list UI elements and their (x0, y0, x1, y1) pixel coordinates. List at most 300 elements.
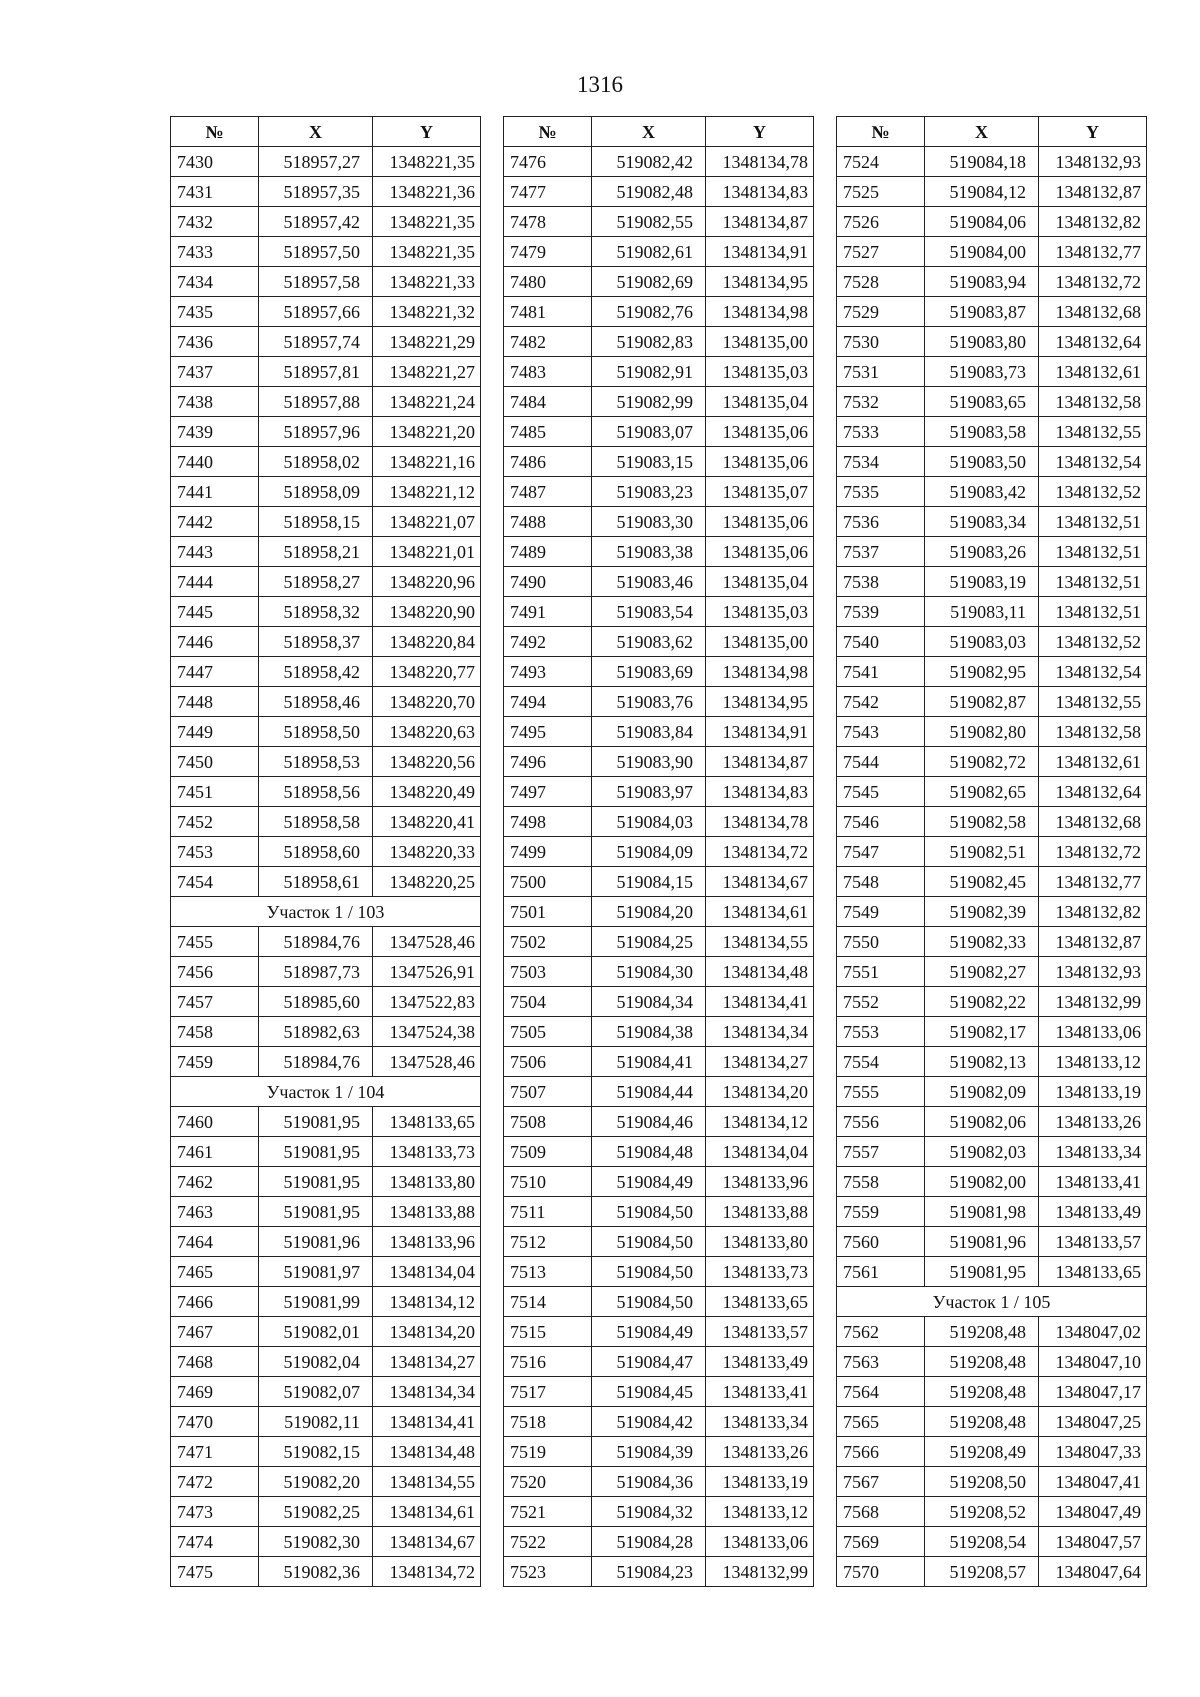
y-coordinate-cell: 1348132,87 (1039, 927, 1147, 957)
x-coordinate-cell: 518987,73 (259, 957, 373, 987)
y-coordinate-cell: 1348221,29 (373, 327, 481, 357)
table-row (504, 957, 814, 987)
point-number-cell: 7569 (837, 1527, 925, 1557)
table-row (171, 147, 481, 177)
point-number-cell: 7433 (171, 237, 259, 267)
point-number-cell: 7548 (837, 867, 925, 897)
y-coordinate-cell: 1348133,41 (706, 1377, 814, 1407)
x-coordinate-cell: 519082,87 (925, 687, 1039, 717)
x-coordinate-cell: 519082,01 (259, 1317, 373, 1347)
header-y: Y (373, 117, 481, 147)
header-x: X (259, 117, 373, 147)
x-coordinate-cell: 518957,96 (259, 417, 373, 447)
table-row (504, 357, 814, 387)
table-row (171, 357, 481, 387)
table-row (504, 1257, 814, 1287)
x-coordinate-cell: 519208,54 (925, 1527, 1039, 1557)
table-row (171, 627, 481, 657)
x-coordinate-cell: 519081,97 (259, 1257, 373, 1287)
table-row (837, 147, 1147, 177)
x-coordinate-cell: 519084,50 (592, 1227, 706, 1257)
point-number-cell: 7541 (837, 657, 925, 687)
table-row (837, 177, 1147, 207)
table-row (171, 387, 481, 417)
point-number-cell: 7486 (504, 447, 592, 477)
table-row (504, 657, 814, 687)
x-coordinate-cell: 518958,61 (259, 867, 373, 897)
table-row (837, 537, 1147, 567)
y-coordinate-cell: 1348047,41 (1039, 1467, 1147, 1497)
table-row (504, 897, 814, 927)
y-coordinate-cell: 1348220,77 (373, 657, 481, 687)
table-row (171, 1137, 481, 1167)
table-row (504, 177, 814, 207)
table-row (171, 927, 481, 957)
table-row (171, 957, 481, 987)
table-row (837, 567, 1147, 597)
x-coordinate-cell: 519083,11 (925, 597, 1039, 627)
x-coordinate-cell: 519082,95 (925, 657, 1039, 687)
point-number-cell: 7466 (171, 1287, 259, 1317)
x-coordinate-cell: 519082,00 (925, 1167, 1039, 1197)
point-number-cell: 7434 (171, 267, 259, 297)
table-row (837, 687, 1147, 717)
point-number-cell: 7479 (504, 237, 592, 267)
x-coordinate-cell: 519081,99 (259, 1287, 373, 1317)
table-row (171, 657, 481, 687)
x-coordinate-cell: 519082,04 (259, 1347, 373, 1377)
point-number-cell: 7507 (504, 1077, 592, 1107)
table-row (171, 537, 481, 567)
table-row (837, 1317, 1147, 1347)
point-number-cell: 7545 (837, 777, 925, 807)
point-number-cell: 7554 (837, 1047, 925, 1077)
table-row (171, 1467, 481, 1497)
x-coordinate-cell: 519082,03 (925, 1137, 1039, 1167)
x-coordinate-cell: 518958,60 (259, 837, 373, 867)
x-coordinate-cell: 518957,66 (259, 297, 373, 327)
y-coordinate-cell: 1348135,00 (706, 327, 814, 357)
table-row (837, 1437, 1147, 1467)
point-number-cell: 7564 (837, 1377, 925, 1407)
header-x: X (925, 117, 1039, 147)
point-number-cell: 7470 (171, 1407, 259, 1437)
point-number-cell: 7483 (504, 357, 592, 387)
table-row (504, 777, 814, 807)
x-coordinate-cell: 519084,34 (592, 987, 706, 1017)
point-number-cell: 7437 (171, 357, 259, 387)
x-coordinate-cell: 518958,09 (259, 477, 373, 507)
y-coordinate-cell: 1348134,04 (373, 1257, 481, 1287)
y-coordinate-cell: 1348132,64 (1039, 777, 1147, 807)
point-number-cell: 7519 (504, 1437, 592, 1467)
table-row (837, 1527, 1147, 1557)
table-row (837, 267, 1147, 297)
point-number-cell: 7560 (837, 1227, 925, 1257)
y-coordinate-cell: 1348134,87 (706, 747, 814, 777)
x-coordinate-cell: 519082,30 (259, 1527, 373, 1557)
point-number-cell: 7485 (504, 417, 592, 447)
table-row (837, 1467, 1147, 1497)
point-number-cell: 7568 (837, 1497, 925, 1527)
point-number-cell: 7468 (171, 1347, 259, 1377)
point-number-cell: 7495 (504, 717, 592, 747)
x-coordinate-cell: 518958,46 (259, 687, 373, 717)
x-coordinate-cell: 518985,60 (259, 987, 373, 1017)
table-row (837, 1197, 1147, 1227)
y-coordinate-cell: 1348133,57 (706, 1317, 814, 1347)
y-coordinate-cell: 1348135,06 (706, 447, 814, 477)
table-row (171, 1527, 481, 1557)
table-row (837, 807, 1147, 837)
table-row (837, 987, 1147, 1017)
y-coordinate-cell: 1348220,56 (373, 747, 481, 777)
y-coordinate-cell: 1348132,55 (1039, 417, 1147, 447)
point-number-cell: 7500 (504, 867, 592, 897)
point-number-cell: 7453 (171, 837, 259, 867)
point-number-cell: 7449 (171, 717, 259, 747)
y-coordinate-cell: 1348134,48 (373, 1437, 481, 1467)
table-row (171, 987, 481, 1017)
table-row (171, 867, 481, 897)
y-coordinate-cell: 1348135,00 (706, 627, 814, 657)
point-number-cell: 7561 (837, 1257, 925, 1287)
y-coordinate-cell: 1348134,27 (373, 1347, 481, 1377)
point-number-cell: 7481 (504, 297, 592, 327)
y-coordinate-cell: 1348133,34 (1039, 1137, 1147, 1167)
x-coordinate-cell: 518958,42 (259, 657, 373, 687)
table-row (837, 1137, 1147, 1167)
x-coordinate-cell: 519082,15 (259, 1437, 373, 1467)
table-row (504, 1527, 814, 1557)
y-coordinate-cell: 1348132,68 (1039, 297, 1147, 327)
y-coordinate-cell: 1348133,65 (1039, 1257, 1147, 1287)
table-row (504, 1197, 814, 1227)
x-coordinate-cell: 519084,28 (592, 1527, 706, 1557)
y-coordinate-cell: 1348134,83 (706, 777, 814, 807)
y-coordinate-cell: 1348134,72 (373, 1557, 481, 1587)
y-coordinate-cell: 1348221,24 (373, 387, 481, 417)
table-row (837, 1047, 1147, 1077)
table-row (504, 267, 814, 297)
x-coordinate-cell: 519208,57 (925, 1557, 1039, 1587)
point-number-cell: 7478 (504, 207, 592, 237)
x-coordinate-cell: 519208,48 (925, 1317, 1039, 1347)
point-number-cell: 7546 (837, 807, 925, 837)
table-row (504, 1317, 814, 1347)
y-coordinate-cell: 1348133,26 (1039, 1107, 1147, 1137)
point-number-cell: 7442 (171, 507, 259, 537)
table-row (504, 1407, 814, 1437)
y-coordinate-cell: 1348133,49 (706, 1347, 814, 1377)
table-row (837, 1557, 1147, 1587)
y-coordinate-cell: 1347526,91 (373, 957, 481, 987)
point-number-cell: 7542 (837, 687, 925, 717)
table-row (504, 627, 814, 657)
table-header-row (837, 117, 1147, 147)
point-number-cell: 7566 (837, 1437, 925, 1467)
x-coordinate-cell: 519083,58 (925, 417, 1039, 447)
table-row (837, 387, 1147, 417)
x-coordinate-cell: 519083,90 (592, 747, 706, 777)
table-row (504, 447, 814, 477)
table-row (504, 837, 814, 867)
table-row (171, 237, 481, 267)
table-row (504, 927, 814, 957)
y-coordinate-cell: 1348047,33 (1039, 1437, 1147, 1467)
y-coordinate-cell: 1348134,72 (706, 837, 814, 867)
x-coordinate-cell: 519083,76 (592, 687, 706, 717)
table-row (171, 297, 481, 327)
point-number-cell: 7525 (837, 177, 925, 207)
point-number-cell: 7543 (837, 717, 925, 747)
point-number-cell: 7441 (171, 477, 259, 507)
table-row (171, 1287, 481, 1317)
x-coordinate-cell: 519083,19 (925, 567, 1039, 597)
x-coordinate-cell: 518957,74 (259, 327, 373, 357)
table-row (171, 1047, 481, 1077)
y-coordinate-cell: 1348221,16 (373, 447, 481, 477)
point-number-cell: 7563 (837, 1347, 925, 1377)
y-coordinate-cell: 1348133,19 (1039, 1077, 1147, 1107)
point-number-cell: 7534 (837, 447, 925, 477)
y-coordinate-cell: 1348133,73 (706, 1257, 814, 1287)
table-row (837, 717, 1147, 747)
point-number-cell: 7521 (504, 1497, 592, 1527)
y-coordinate-cell: 1348132,99 (706, 1557, 814, 1587)
table-row (504, 1227, 814, 1257)
table-row (504, 207, 814, 237)
point-number-cell: 7431 (171, 177, 259, 207)
y-coordinate-cell: 1348134,91 (706, 717, 814, 747)
y-coordinate-cell: 1348133,49 (1039, 1197, 1147, 1227)
y-coordinate-cell: 1348135,04 (706, 567, 814, 597)
table-row (504, 597, 814, 627)
table-row (837, 747, 1147, 777)
point-number-cell: 7499 (504, 837, 592, 867)
point-number-cell: 7502 (504, 927, 592, 957)
y-coordinate-cell: 1348134,41 (706, 987, 814, 1017)
point-number-cell: 7516 (504, 1347, 592, 1377)
x-coordinate-cell: 519083,34 (925, 507, 1039, 537)
x-coordinate-cell: 519084,50 (592, 1197, 706, 1227)
y-coordinate-cell: 1348047,64 (1039, 1557, 1147, 1587)
point-number-cell: 7515 (504, 1317, 592, 1347)
x-coordinate-cell: 519082,11 (259, 1407, 373, 1437)
point-number-cell: 7490 (504, 567, 592, 597)
section-label: Участок 1 / 103 (171, 897, 481, 927)
x-coordinate-cell: 518984,76 (259, 1047, 373, 1077)
x-coordinate-cell: 519083,46 (592, 567, 706, 597)
point-number-cell: 7549 (837, 897, 925, 927)
point-number-cell: 7497 (504, 777, 592, 807)
y-coordinate-cell: 1348134,20 (373, 1317, 481, 1347)
table-row (504, 567, 814, 597)
coordinates-table-3 (836, 116, 1147, 1587)
table-row (837, 837, 1147, 867)
point-number-cell: 7570 (837, 1557, 925, 1587)
y-coordinate-cell: 1348132,77 (1039, 237, 1147, 267)
point-number-cell: 7528 (837, 267, 925, 297)
point-number-cell: 7526 (837, 207, 925, 237)
table-row (837, 1407, 1147, 1437)
table-row (837, 1107, 1147, 1137)
x-coordinate-cell: 519208,48 (925, 1407, 1039, 1437)
point-number-cell: 7452 (171, 807, 259, 837)
point-number-cell: 7537 (837, 537, 925, 567)
point-number-cell: 7451 (171, 777, 259, 807)
y-coordinate-cell: 1348220,84 (373, 627, 481, 657)
y-coordinate-cell: 1348133,12 (1039, 1047, 1147, 1077)
point-number-cell: 7474 (171, 1527, 259, 1557)
x-coordinate-cell: 519083,84 (592, 717, 706, 747)
y-coordinate-cell: 1348132,58 (1039, 717, 1147, 747)
x-coordinate-cell: 519082,06 (925, 1107, 1039, 1137)
table-row (837, 957, 1147, 987)
x-coordinate-cell: 519084,38 (592, 1017, 706, 1047)
x-coordinate-cell: 519082,80 (925, 717, 1039, 747)
x-coordinate-cell: 519082,55 (592, 207, 706, 237)
point-number-cell: 7518 (504, 1407, 592, 1437)
x-coordinate-cell: 519082,20 (259, 1467, 373, 1497)
x-coordinate-cell: 519083,38 (592, 537, 706, 567)
x-coordinate-cell: 519082,17 (925, 1017, 1039, 1047)
point-number-cell: 7504 (504, 987, 592, 1017)
y-coordinate-cell: 1347528,46 (373, 1047, 481, 1077)
section-row (171, 1077, 481, 1107)
x-coordinate-cell: 519084,06 (925, 207, 1039, 237)
point-number-cell: 7567 (837, 1467, 925, 1497)
table-row (504, 867, 814, 897)
table-row (837, 1347, 1147, 1377)
y-coordinate-cell: 1348133,96 (373, 1227, 481, 1257)
y-coordinate-cell: 1348220,49 (373, 777, 481, 807)
y-coordinate-cell: 1348135,07 (706, 477, 814, 507)
table-row (837, 207, 1147, 237)
y-coordinate-cell: 1348132,61 (1039, 747, 1147, 777)
x-coordinate-cell: 519084,09 (592, 837, 706, 867)
x-coordinate-cell: 518957,35 (259, 177, 373, 207)
point-number-cell: 7540 (837, 627, 925, 657)
x-coordinate-cell: 518958,32 (259, 597, 373, 627)
y-coordinate-cell: 1348132,99 (1039, 987, 1147, 1017)
point-number-cell: 7488 (504, 507, 592, 537)
point-number-cell: 7489 (504, 537, 592, 567)
point-number-cell: 7432 (171, 207, 259, 237)
table-row (171, 1437, 481, 1467)
y-coordinate-cell: 1348220,70 (373, 687, 481, 717)
y-coordinate-cell: 1348047,10 (1039, 1347, 1147, 1377)
x-coordinate-cell: 518958,21 (259, 537, 373, 567)
x-coordinate-cell: 518957,42 (259, 207, 373, 237)
y-coordinate-cell: 1348132,82 (1039, 897, 1147, 927)
table-row (171, 1377, 481, 1407)
point-number-cell: 7522 (504, 1527, 592, 1557)
x-coordinate-cell: 518958,58 (259, 807, 373, 837)
point-number-cell: 7509 (504, 1137, 592, 1167)
y-coordinate-cell: 1348220,25 (373, 867, 481, 897)
point-number-cell: 7445 (171, 597, 259, 627)
x-coordinate-cell: 519083,54 (592, 597, 706, 627)
x-coordinate-cell: 518984,76 (259, 927, 373, 957)
table-row (171, 687, 481, 717)
y-coordinate-cell: 1348134,34 (706, 1017, 814, 1047)
y-coordinate-cell: 1348135,04 (706, 387, 814, 417)
x-coordinate-cell: 518958,50 (259, 717, 373, 747)
y-coordinate-cell: 1348133,41 (1039, 1167, 1147, 1197)
y-coordinate-cell: 1348132,52 (1039, 477, 1147, 507)
y-coordinate-cell: 1348047,57 (1039, 1527, 1147, 1557)
point-number-cell: 7556 (837, 1107, 925, 1137)
y-coordinate-cell: 1348134,98 (706, 657, 814, 687)
table-header-row (171, 117, 481, 147)
point-number-cell: 7565 (837, 1407, 925, 1437)
x-coordinate-cell: 519084,45 (592, 1377, 706, 1407)
x-coordinate-cell: 519084,18 (925, 147, 1039, 177)
x-coordinate-cell: 519081,95 (259, 1137, 373, 1167)
x-coordinate-cell: 518957,27 (259, 147, 373, 177)
x-coordinate-cell: 519084,32 (592, 1497, 706, 1527)
point-number-cell: 7456 (171, 957, 259, 987)
point-number-cell: 7454 (171, 867, 259, 897)
y-coordinate-cell: 1348132,52 (1039, 627, 1147, 657)
table-row (171, 477, 481, 507)
table-row (504, 147, 814, 177)
x-coordinate-cell: 519083,69 (592, 657, 706, 687)
x-coordinate-cell: 518957,81 (259, 357, 373, 387)
x-coordinate-cell: 519083,26 (925, 537, 1039, 567)
table-row (504, 1137, 814, 1167)
x-coordinate-cell: 519208,48 (925, 1347, 1039, 1377)
table-row (504, 1467, 814, 1497)
y-coordinate-cell: 1348220,63 (373, 717, 481, 747)
x-coordinate-cell: 519083,87 (925, 297, 1039, 327)
table-row (171, 837, 481, 867)
x-coordinate-cell: 519082,27 (925, 957, 1039, 987)
y-coordinate-cell: 1348047,17 (1039, 1377, 1147, 1407)
section-row (837, 1287, 1147, 1317)
y-coordinate-cell: 1348134,55 (706, 927, 814, 957)
point-number-cell: 7520 (504, 1467, 592, 1497)
y-coordinate-cell: 1348134,12 (373, 1287, 481, 1317)
point-number-cell: 7436 (171, 327, 259, 357)
x-coordinate-cell: 519083,23 (592, 477, 706, 507)
y-coordinate-cell: 1348220,41 (373, 807, 481, 837)
x-coordinate-cell: 519082,42 (592, 147, 706, 177)
table-row (837, 1377, 1147, 1407)
x-coordinate-cell: 519082,07 (259, 1377, 373, 1407)
x-coordinate-cell: 519082,69 (592, 267, 706, 297)
x-coordinate-cell: 519083,65 (925, 387, 1039, 417)
table-row (171, 1497, 481, 1527)
point-number-cell: 7457 (171, 987, 259, 1017)
x-coordinate-cell: 519084,25 (592, 927, 706, 957)
x-coordinate-cell: 519082,25 (259, 1497, 373, 1527)
table-row (504, 747, 814, 777)
point-number-cell: 7467 (171, 1317, 259, 1347)
table-row (504, 237, 814, 267)
y-coordinate-cell: 1348221,12 (373, 477, 481, 507)
x-coordinate-cell: 519083,42 (925, 477, 1039, 507)
table-row (171, 327, 481, 357)
section-label: Участок 1 / 104 (171, 1077, 481, 1107)
table-row (837, 447, 1147, 477)
table-row (171, 177, 481, 207)
table-row (171, 447, 481, 477)
table-row (504, 1377, 814, 1407)
y-coordinate-cell: 1348220,33 (373, 837, 481, 867)
x-coordinate-cell: 519084,39 (592, 1437, 706, 1467)
